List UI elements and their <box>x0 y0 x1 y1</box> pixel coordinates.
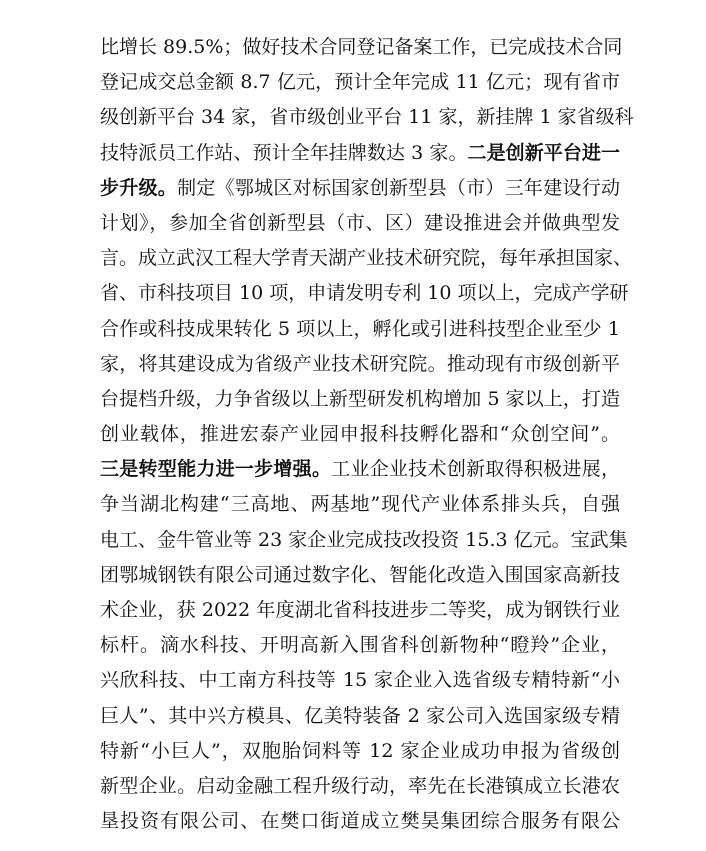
text-line <box>100 734 620 769</box>
text-line <box>100 171 620 206</box>
text-segment: 争当湖北构建“三高地、两基地”现代产业体系排头兵，自强 <box>100 493 620 516</box>
text-line <box>100 276 629 311</box>
text-segment: 省、市科技项目 10 项，申请发明专利 10 项以上，完成产学研 <box>100 282 629 305</box>
text-line <box>100 452 620 487</box>
text-line <box>100 347 620 382</box>
text-line <box>100 804 620 839</box>
text-segment: 级创新平台 34 家，省市级创业平台 11 家，新挂牌 1 家省级科 <box>100 106 634 129</box>
text-segment: 术企业，获 2022 年度湖北省科技进步二等奖，成为钢铁行业 <box>100 599 620 621</box>
text-segment: 巨人”、其中兴方模具、亿美特装备 2 家公司入选国家级专精 <box>100 704 620 727</box>
text-segment: 合作或科技成果转化 5 项以上，孵化或引进科技型企业至少 1 <box>100 317 620 340</box>
text-line <box>100 593 620 628</box>
text-segment: 登记成交总金额 8.7 亿元，预计全年完成 11 亿元；现有省市 <box>100 71 620 94</box>
bold-heading-segment: 步升级。 <box>100 176 178 199</box>
text-segment: 技特派员工作站、预计全年挂牌数达 3 家。 <box>100 141 468 164</box>
text-segment: 团鄂城钢铁有限公司通过数字化、智能化改造入围国家高新技 <box>100 563 620 586</box>
text-line <box>100 136 620 171</box>
text-segment: 台提档升级，力争省级以上新型研发机构增加 5 家以上，打造 <box>100 387 620 410</box>
bold-heading-segment: 二是创新平台进一 <box>467 141 620 164</box>
text-line <box>100 699 620 734</box>
text-line <box>100 769 620 804</box>
text-line <box>100 663 620 698</box>
text-segment: 制定《鄂城区对标国家创新型县（市）三年建设行动 <box>177 176 620 199</box>
text-segment: 电工、金牛管业等 23 家企业完成技改投资 15.3 亿元。宝武集 <box>100 528 628 551</box>
text-line <box>100 312 620 347</box>
text-line <box>100 558 620 593</box>
text-segment: 创业载体，推进宏泰产业园申报科技孵化器和“众创空间”。 <box>100 423 620 446</box>
text-segment: 垦投资有限公司、在樊口街道成立樊昊集团综合服务有限公 <box>100 810 620 833</box>
text-segment: 比增长 89.5%；做好技术合同登记备案工作，已完成技术合同 <box>100 36 623 58</box>
text-segment: 计划》，参加全省创新型县（市、区）建设推进会并做典型发 <box>100 211 620 234</box>
text-line <box>100 382 620 417</box>
text-line <box>100 417 620 452</box>
body-text <box>100 30 634 839</box>
bold-heading-segment: 三是转型能力进一步增强。 <box>100 458 332 481</box>
text-line <box>100 206 620 241</box>
text-line <box>100 523 628 558</box>
text-segment: 言。成立武汉工程大学青天湖产业技术研究院，每年承担国家、 <box>100 247 633 270</box>
text-segment: 兴欣科技、中工南方科技等 15 家企业入选省级专精特新“小 <box>100 669 620 692</box>
text-segment: 工业企业技术创新取得积极进展， <box>331 458 620 481</box>
text-line <box>100 30 623 65</box>
text-line <box>100 628 620 663</box>
text-line <box>100 100 634 135</box>
text-segment: 特新“小巨人”，双胞胎饲料等 12 家企业成功申报为省级创 <box>100 739 620 762</box>
text-line <box>100 487 620 522</box>
text-segment: 新型企业。启动金融工程升级行动，率先在长港镇成立长港农 <box>100 774 620 797</box>
text-line <box>100 65 620 100</box>
text-line <box>100 241 633 276</box>
text-segment: 标杆。滴水科技、开明高新入围省科创新物种“瞪羚”企业， <box>100 634 620 657</box>
text-segment: 家，将其建设成为省级产业技术研究院。推动现有市级创新平 <box>100 352 620 375</box>
